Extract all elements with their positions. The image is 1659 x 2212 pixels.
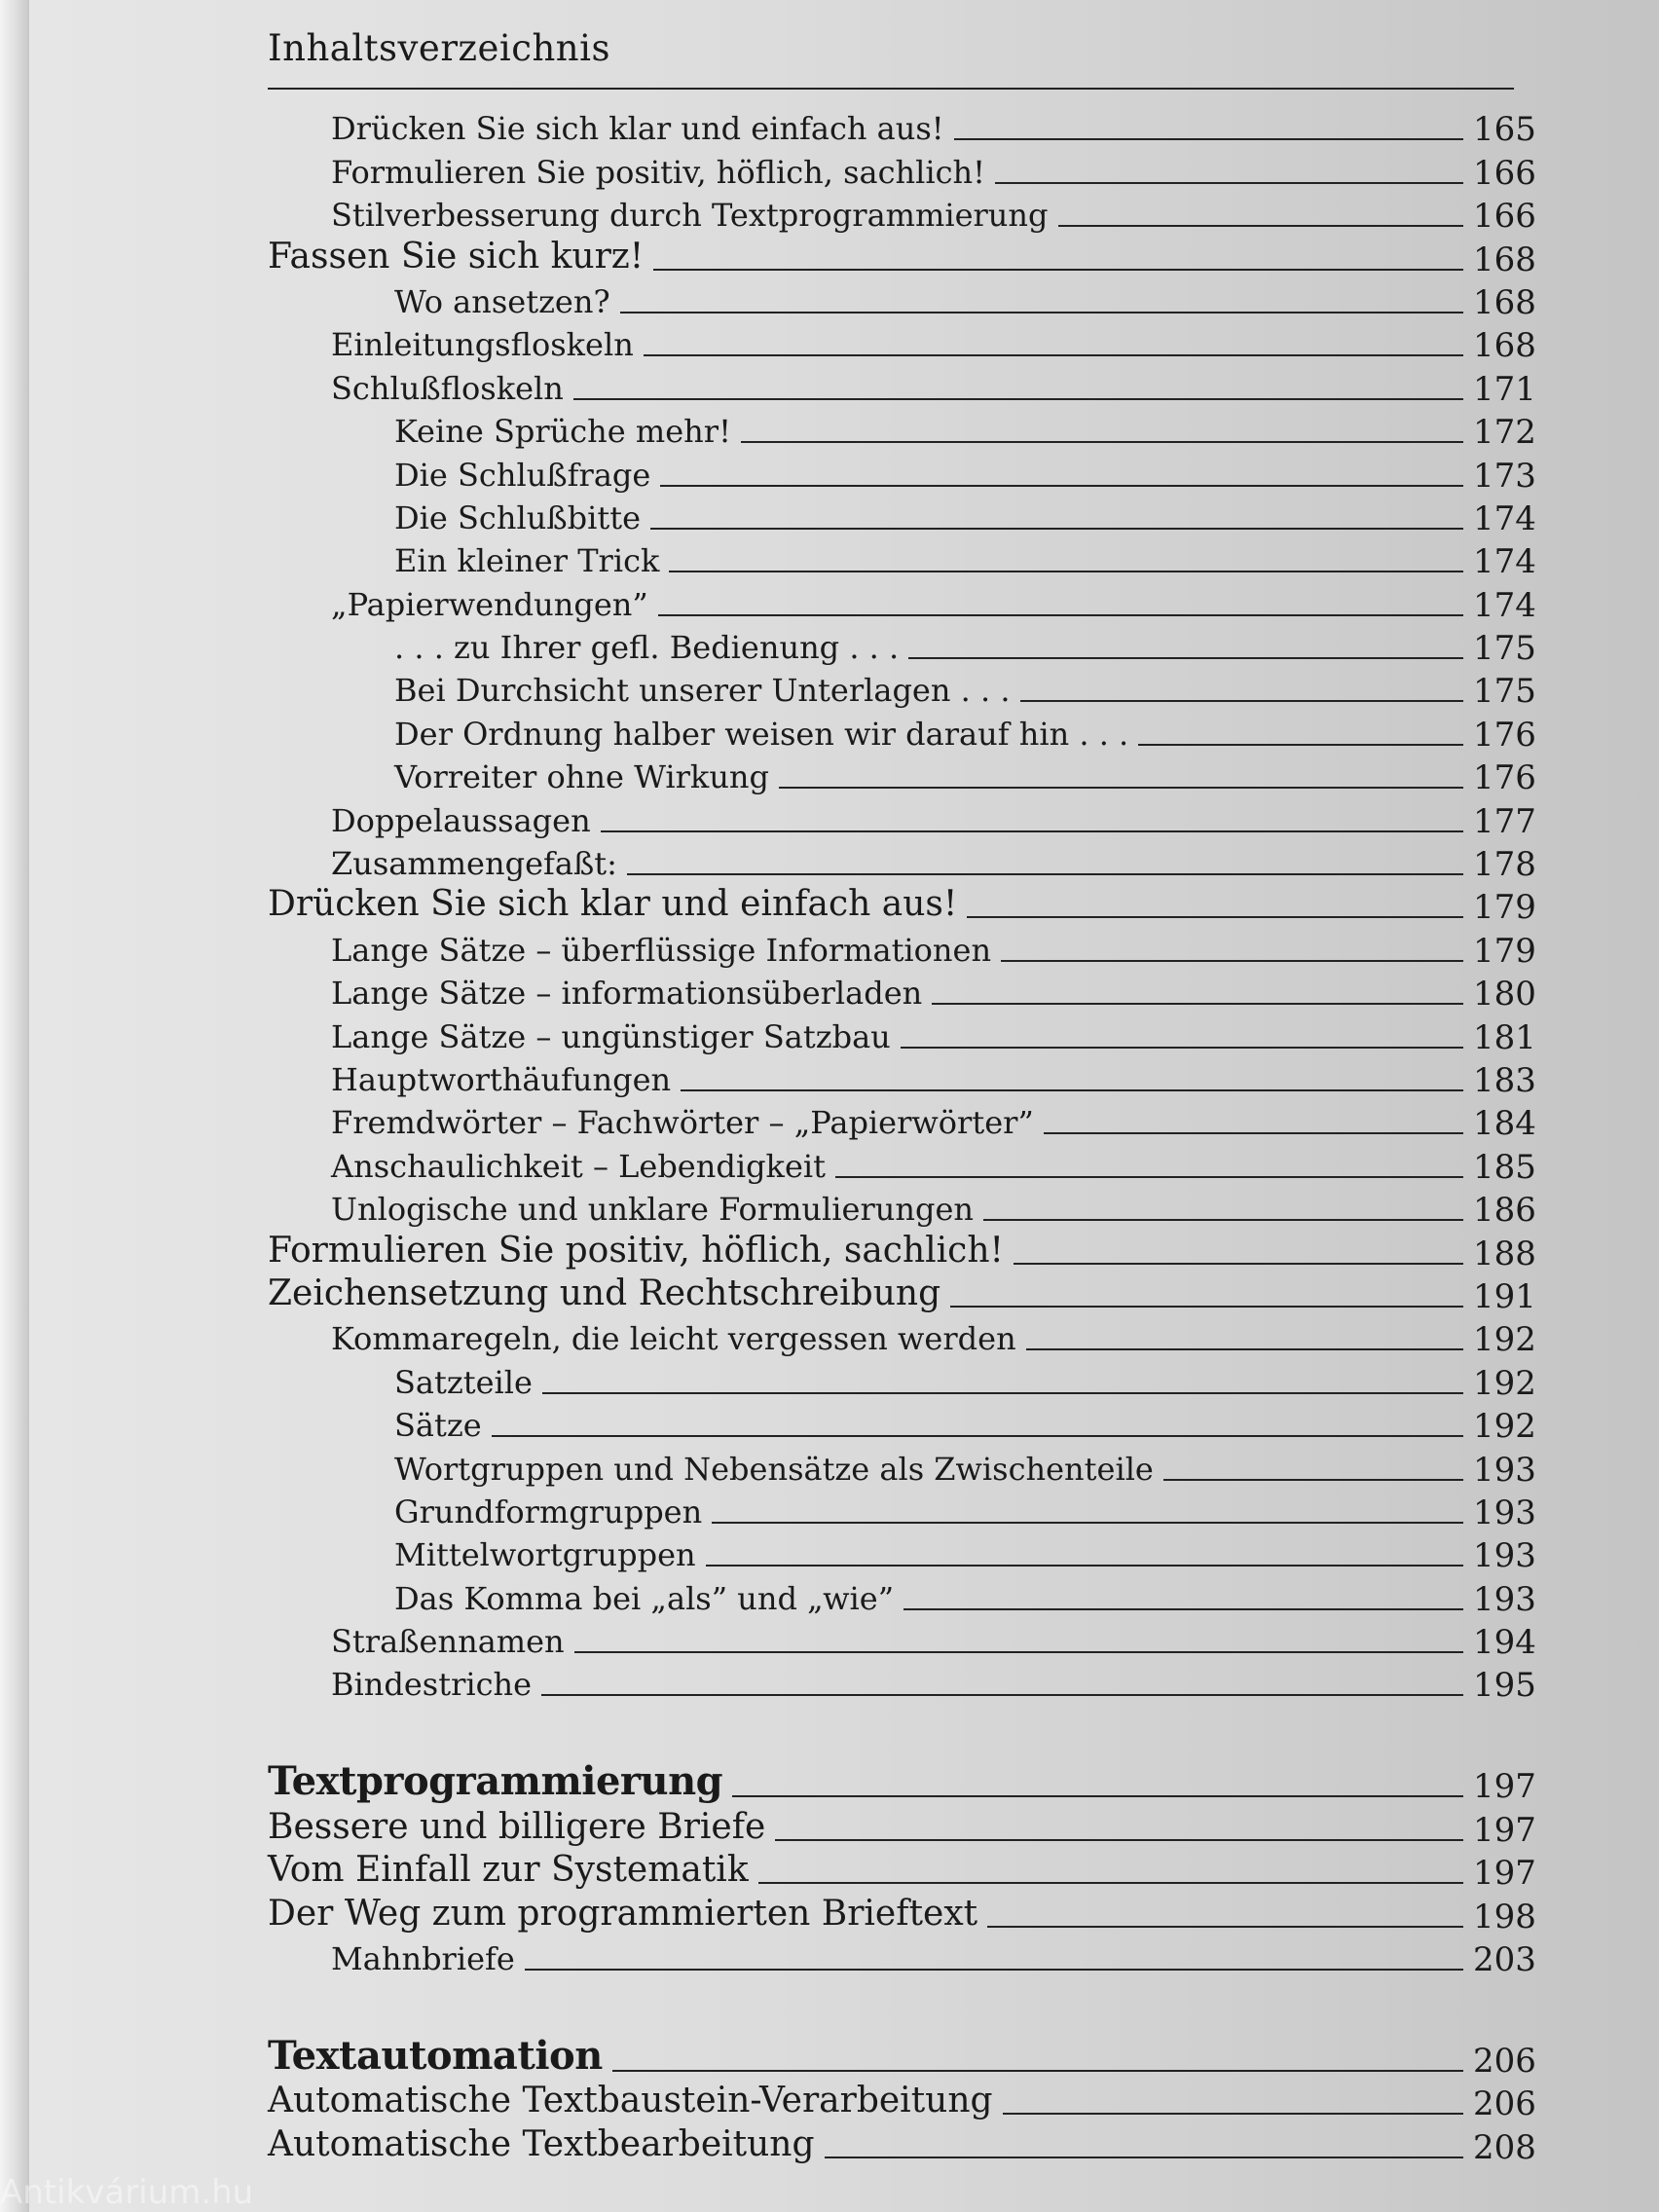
toc-page-number: 165 xyxy=(1473,110,1536,150)
toc-entry xyxy=(268,364,1536,409)
toc-leader-line xyxy=(741,441,1463,443)
toc-leader-line xyxy=(1058,225,1464,227)
toc-entry-title: Das Komma bei „als” und „wie” xyxy=(394,1579,895,1617)
toc-entry-title: Fremdwörter – Fachwörter – „Papierwörter” xyxy=(331,1104,1034,1142)
toc-entry xyxy=(268,580,1536,625)
toc-page-number: 176 xyxy=(1473,715,1536,755)
toc-entry xyxy=(268,1142,1536,1187)
toc-entry xyxy=(268,1099,1536,1144)
toc-leader-line xyxy=(669,571,1463,572)
toc-entry-title: Unlogische und unklare Formulierungen xyxy=(331,1191,974,1229)
toc-page-number: 176 xyxy=(1473,758,1536,798)
toc-entry-title: Kommaregeln, die leicht vergessen werden xyxy=(331,1320,1016,1358)
toc-entry xyxy=(268,1936,1536,1980)
toc-entry xyxy=(268,235,1536,279)
toc-entry-title: Automatische Textbearbeitung xyxy=(268,2123,815,2164)
toc-entry xyxy=(268,1445,1536,1490)
toc-entry xyxy=(268,1186,1536,1231)
toc-entry-title: Automatische Textbaustein-Verarbeitung xyxy=(268,2081,993,2121)
toc-entry xyxy=(268,1272,1536,1316)
toc-entry-title: Ein kleiner Trick xyxy=(394,542,660,580)
toc-leader-line xyxy=(1138,744,1463,746)
toc-page-number: 178 xyxy=(1473,845,1536,885)
toc-entry-title: Satzteile xyxy=(394,1363,533,1401)
toc-entry-title: Straßennamen xyxy=(331,1623,565,1661)
toc-page-number: 193 xyxy=(1473,1536,1536,1576)
toc-page-number: 186 xyxy=(1473,1191,1536,1231)
toc-leader-line xyxy=(574,1651,1463,1653)
toc-leader-line xyxy=(758,1882,1463,1884)
toc-leader-line xyxy=(492,1435,1463,1437)
toc-page-number: 197 xyxy=(1473,1767,1536,1807)
toc-entry-title: Die Schlußbitte xyxy=(394,498,642,536)
toc-entry-title: Bindestriche xyxy=(331,1666,533,1704)
toc-page-number: 206 xyxy=(1473,2042,1536,2082)
toc-leader-line xyxy=(712,1522,1463,1524)
toc-page-number: 206 xyxy=(1473,2084,1536,2124)
toc-leader-line xyxy=(620,312,1463,313)
toc-page-number: 194 xyxy=(1473,1623,1536,1663)
toc-entry-title: Drücken Sie sich klar und einfach aus! xyxy=(331,110,944,148)
toc-leader-line xyxy=(681,1089,1463,1091)
toc-page-number: 168 xyxy=(1473,326,1536,366)
toc-leader-line xyxy=(775,1839,1463,1841)
toc-entry-title: Der Ordnung halber weisen wir darauf hin . . . xyxy=(394,715,1129,753)
toc-page-number: 193 xyxy=(1473,1579,1536,1619)
toc-entry xyxy=(268,1013,1536,1057)
toc-leader-line xyxy=(1014,1263,1463,1265)
table-of-contents xyxy=(268,105,1536,2167)
toc-entry xyxy=(268,148,1536,193)
toc-entry-title: Wortgruppen und Nebensätze als Zwischenteile xyxy=(394,1450,1154,1488)
toc-entry-title: Grundformgruppen xyxy=(394,1493,703,1530)
toc-leader-line xyxy=(995,182,1463,184)
running-header xyxy=(268,27,1514,93)
toc-page-number: 195 xyxy=(1473,1666,1536,1706)
toc-leader-line xyxy=(660,485,1463,487)
toc-page-number: 179 xyxy=(1473,931,1536,971)
header-title: Inhaltsverzeichnis xyxy=(268,27,610,69)
toc-entry xyxy=(268,1805,1536,1850)
toc-leader-line xyxy=(825,2157,1463,2158)
toc-page-number: 188 xyxy=(1473,1234,1536,1273)
toc-entry xyxy=(268,1849,1536,1894)
toc-leader-line xyxy=(1001,960,1463,962)
toc-entry-title: Schlußfloskeln xyxy=(331,369,564,407)
toc-entry xyxy=(268,2080,1536,2124)
toc-entry-title: Einleitungsfloskeln xyxy=(331,326,634,364)
toc-entry-title: „Papierwendungen” xyxy=(331,585,648,623)
toc-entry-title: Lange Sätze – überflüssige Informationen xyxy=(331,931,992,969)
toc-leader-line xyxy=(954,138,1463,140)
toc-entry-title: Mahnbriefe xyxy=(331,1940,515,1978)
toc-leader-line xyxy=(967,916,1463,918)
toc-page-number: 174 xyxy=(1473,542,1536,582)
toc-entry xyxy=(268,1892,1536,1936)
toc-entry xyxy=(268,840,1536,885)
book-page-edge xyxy=(0,0,29,2212)
toc-leader-line xyxy=(706,1565,1463,1567)
toc-entry-title: Der Weg zum programmierten Brieftext xyxy=(268,1893,978,1934)
toc-entry xyxy=(268,451,1536,496)
toc-page-number: 203 xyxy=(1473,1940,1536,1980)
toc-entry xyxy=(268,192,1536,237)
toc-entry-title: Vorreiter ohne Wirkung xyxy=(394,758,770,796)
toc-entry-title: Keine Sprüche mehr! xyxy=(394,413,731,451)
toc-entry-title: Doppelaussagen xyxy=(331,801,591,839)
toc-leader-line xyxy=(644,354,1463,356)
toc-page-number: 193 xyxy=(1473,1493,1536,1532)
toc-entry-title: . . . zu Ihrer gefl. Bedienung . . . xyxy=(394,629,900,667)
toc-leader-line xyxy=(658,614,1463,616)
toc-entry-title: Textautomation xyxy=(268,2033,603,2080)
toc-page-number: 192 xyxy=(1473,1407,1536,1447)
toc-page-number: 208 xyxy=(1473,2127,1536,2167)
toc-entry xyxy=(268,667,1536,712)
toc-leader-line xyxy=(908,657,1463,659)
toc-entry xyxy=(268,1531,1536,1576)
toc-leader-line xyxy=(1163,1479,1463,1481)
toc-leader-line xyxy=(541,1694,1463,1696)
toc-page-number: 177 xyxy=(1473,801,1536,841)
toc-entry-title: Sätze xyxy=(394,1407,482,1445)
toc-leader-line xyxy=(1044,1132,1463,1134)
toc-entry-title: Lange Sätze – informationsüberladen xyxy=(331,975,923,1013)
toc-entry-title: Formulieren Sie positiv, höflich, sachlich! xyxy=(331,153,985,191)
watermark-text: Antikvárium.hu xyxy=(0,2173,254,2212)
toc-entry-title: Textprogrammierung xyxy=(268,1758,723,1805)
toc-entry xyxy=(268,926,1536,971)
toc-leader-line xyxy=(932,1003,1463,1005)
header-rule xyxy=(268,88,1514,90)
toc-page-number: 184 xyxy=(1473,1104,1536,1144)
toc-entry xyxy=(268,624,1536,669)
toc-entry xyxy=(268,537,1536,582)
toc-leader-line xyxy=(950,1306,1463,1308)
toc-leader-line xyxy=(542,1392,1463,1394)
toc-leader-line xyxy=(612,2070,1463,2072)
toc-entry xyxy=(268,1315,1536,1360)
toc-entry xyxy=(268,1229,1536,1273)
toc-leader-line xyxy=(779,787,1463,789)
toc-page-number: 191 xyxy=(1473,1276,1536,1316)
toc-entry xyxy=(268,710,1536,755)
toc-entry-title: Bei Durchsicht unserer Unterlagen . . . xyxy=(394,672,1011,710)
toc-entry-title: Formulieren Sie positiv, höflich, sachlich! xyxy=(268,1230,1004,1271)
toc-entry-title: Fassen Sie sich kurz! xyxy=(268,236,645,276)
toc-leader-line xyxy=(573,398,1463,400)
toc-page-number: 173 xyxy=(1473,456,1536,496)
toc-leader-line xyxy=(987,1926,1463,1928)
toc-page-number: 180 xyxy=(1473,975,1536,1014)
toc-leader-line xyxy=(650,528,1463,530)
toc-leader-line xyxy=(653,269,1463,271)
toc-entry xyxy=(268,1661,1536,1706)
toc-page-number: 197 xyxy=(1473,1854,1536,1894)
toc-page-number: 192 xyxy=(1473,1320,1536,1360)
toc-leader-line xyxy=(1003,2113,1463,2115)
toc-leader-line xyxy=(901,1047,1463,1049)
toc-entry xyxy=(268,1489,1536,1532)
toc-entry xyxy=(268,408,1536,453)
toc-leader-line xyxy=(835,1176,1463,1178)
toc-entry xyxy=(268,970,1536,1014)
toc-entry-title: Lange Sätze – ungünstiger Satzbau xyxy=(331,1017,891,1055)
toc-leader-line xyxy=(525,1969,1463,1971)
toc-page-number: 197 xyxy=(1473,1810,1536,1850)
toc-page-number: 193 xyxy=(1473,1450,1536,1490)
toc-page-number: 175 xyxy=(1473,629,1536,669)
toc-page-number: 175 xyxy=(1473,672,1536,712)
toc-leader-line xyxy=(983,1219,1463,1221)
toc-page-number: 185 xyxy=(1473,1147,1536,1187)
toc-page-number: 172 xyxy=(1473,413,1536,453)
toc-entry-title: Wo ansetzen? xyxy=(394,282,610,320)
toc-entry-title: Vom Einfall zur Systematik xyxy=(268,1850,749,1891)
toc-entry xyxy=(268,321,1536,366)
toc-entry-title: Anschaulichkeit – Lebendigkeit xyxy=(331,1147,826,1185)
toc-entry-title: Bessere und billigere Briefe xyxy=(268,1806,766,1847)
toc-entry xyxy=(268,2122,1536,2167)
toc-page-number: 171 xyxy=(1473,369,1536,409)
toc-entry xyxy=(268,105,1536,150)
toc-entry xyxy=(268,495,1536,538)
toc-entry-title: Stilverbesserung durch Textprogrammierung xyxy=(331,197,1049,235)
toc-entry-title: Hauptworthäufungen xyxy=(331,1060,672,1098)
toc-entry xyxy=(268,796,1536,841)
toc-entry xyxy=(268,1056,1536,1100)
toc-leader-line xyxy=(903,1608,1463,1610)
toc-page-number: 174 xyxy=(1473,498,1536,538)
toc-entry xyxy=(268,278,1536,322)
toc-page-number: 179 xyxy=(1473,888,1536,928)
toc-leader-line xyxy=(601,830,1463,832)
toc-page-number: 168 xyxy=(1473,240,1536,279)
toc-page-number: 192 xyxy=(1473,1363,1536,1403)
toc-page-number: 174 xyxy=(1473,585,1536,625)
toc-entry-title: Drücken Sie sich klar und einfach aus! xyxy=(268,884,958,925)
toc-entry xyxy=(268,754,1536,798)
toc-leader-line xyxy=(732,1795,1463,1797)
toc-page-number: 166 xyxy=(1473,197,1536,237)
toc-page-number: 166 xyxy=(1473,153,1536,193)
toc-entry xyxy=(268,1402,1536,1447)
toc-entry xyxy=(268,1574,1536,1619)
toc-entry-title: Zusammengefaßt: xyxy=(331,845,617,883)
toc-leader-line xyxy=(1026,1348,1463,1350)
toc-page-number: 181 xyxy=(1473,1017,1536,1057)
toc-entry xyxy=(268,1618,1536,1663)
toc-entry-title: Die Schlußfrage xyxy=(394,456,651,494)
toc-entry xyxy=(268,1358,1536,1403)
toc-page-number: 168 xyxy=(1473,282,1536,322)
toc-leader-line xyxy=(627,873,1463,875)
toc-section-heading xyxy=(268,2021,1536,2082)
toc-page-number: 198 xyxy=(1473,1897,1536,1936)
toc-section-heading xyxy=(268,1747,1536,1807)
toc-entry-title: Zeichensetzung und Rechtschreibung xyxy=(268,1272,941,1313)
toc-leader-line xyxy=(1020,700,1464,702)
toc-entry xyxy=(268,883,1536,928)
toc-entry-title: Mittelwortgruppen xyxy=(394,1536,696,1574)
toc-page-number: 183 xyxy=(1473,1060,1536,1100)
